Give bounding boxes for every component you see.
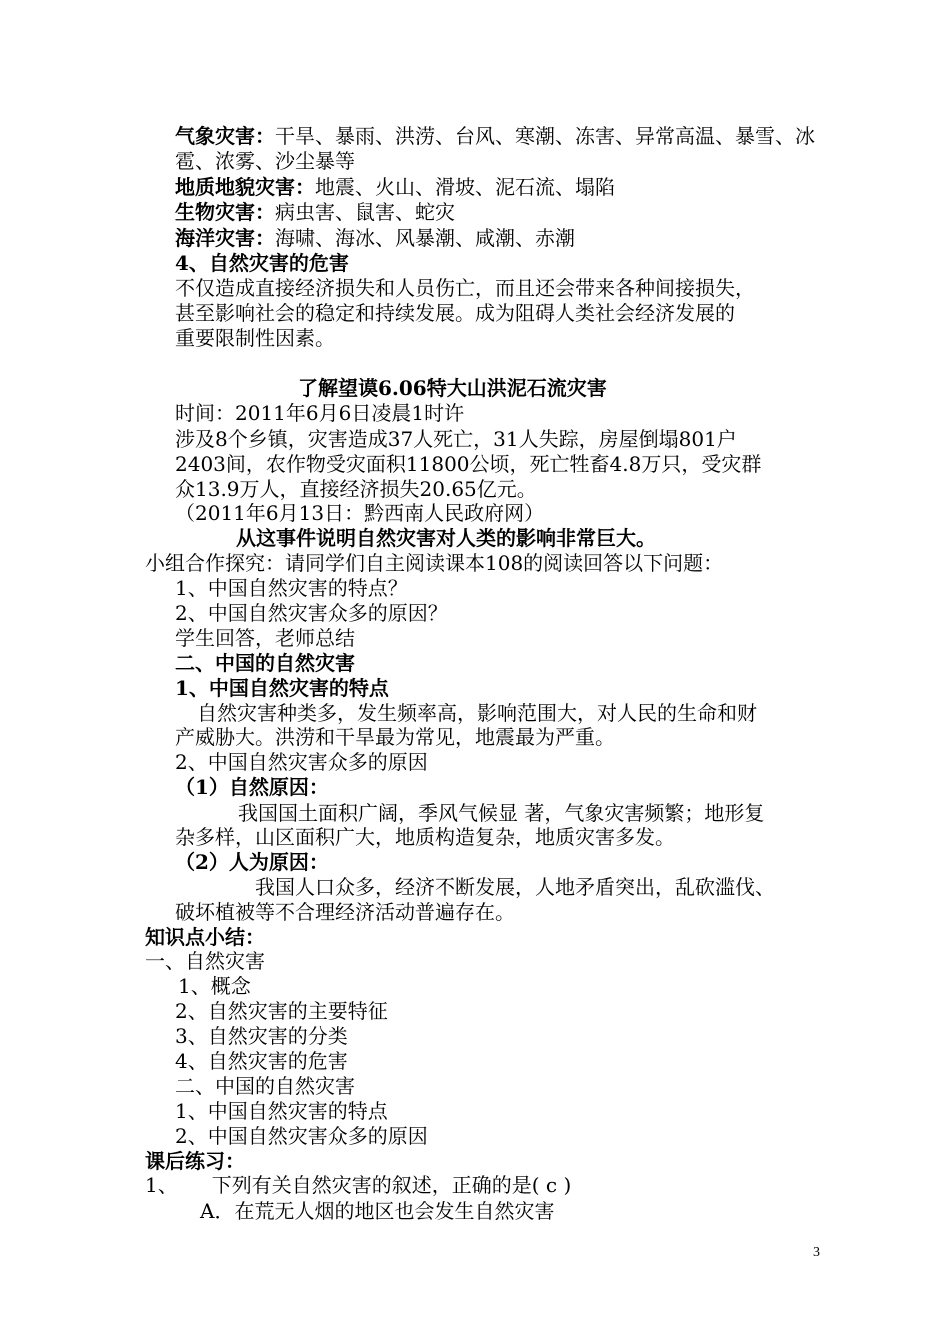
bio-disaster-text: 病虫害、鼠害、蛇灾 [275,200,455,224]
summary-item: 1、中国自然灾害的特点 [175,1099,388,1123]
weather-disaster-line-2: 雹、浓雾、沙尘暴等 [175,149,355,173]
event-source: （2011年6月13日：黔西南人民政府网） [175,501,545,525]
exercise-question-text: 下列有关自然灾害的叙述，正确的是( c ) [211,1173,572,1197]
ocean-disaster-line [175,225,575,251]
paragraph-line: 不仅造成直接经济损失和人员伤亡，而且还会带来各种间接损失， [175,276,755,300]
paragraph-line: 破坏植被等不合理经济活动普遍存在。 [175,900,515,924]
weather-disaster-text: 干旱、暴雨、洪涝、台风、寒潮、冻害、异常高温、暴雪、冰 [275,124,815,148]
exercise-number: 1、 [145,1173,178,1197]
exercise-option-a: A．在荒无人烟的地区也会发生自然灾害 [200,1199,555,1223]
section-heading-harm: 4、自然灾害的危害 [175,251,349,275]
subsection-heading-causes: 2、中国自然灾害众多的原因 [175,750,428,774]
answer-note: 学生回答，老师总结 [175,626,355,650]
ocean-disaster-text: 海啸、海冰、风暴潮、咸潮、赤潮 [275,226,575,250]
event-conclusion: 从这事件说明自然灾害对人类的影响非常巨大。 [236,526,656,550]
summary-heading: 知识点小结： [145,925,265,949]
group-activity-prompt: 小组合作探究：请同学们自主阅读课本108的阅读回答以下问题： [145,551,724,575]
event-detail-line: 众13.9万人，直接经济损失20.65亿元。 [175,477,537,501]
geo-disaster-label: 地质地貌灾害： [175,175,315,199]
bio-disaster-label: 生物灾害： [175,200,275,224]
exercise-heading: 课后练习： [145,1149,245,1173]
summary-item: 一、自然灾害 [145,949,265,973]
paragraph-line: 重要限制性因素。 [175,326,335,350]
ocean-disaster-label: 海洋灾害： [175,226,275,250]
natural-causes-heading: （1）自然原因： [175,775,329,799]
paragraph-line: 我国国土面积广阔，季风气候显 著，气象灾害频繁；地形复 [238,801,765,825]
paragraph-line: 甚至影响社会的稳定和持续发展。成为阻碍人类社会经济发展的 [175,301,735,325]
paragraph-line: 我国人口众多，经济不断发展，人地矛盾突出，乱砍滥伐、 [255,875,775,899]
summary-item: 4、自然灾害的危害 [175,1049,348,1073]
weather-disaster-line [175,123,815,149]
human-causes-heading: （2）人为原因： [175,850,329,874]
section-heading-china: 二、中国的自然灾害 [175,651,355,675]
event-title: 了解望谟6.06特大山洪泥石流灾害 [298,376,607,400]
geo-disaster-text: 地震、火山、滑坡、泥石流、塌陷 [315,175,615,199]
page-number: 3 [813,1245,820,1260]
summary-item: 3、自然灾害的分类 [175,1024,348,1048]
paragraph-line: 产威胁大。洪涝和干旱最为常见，地震最为严重。 [175,725,615,749]
exercise-question [145,1172,571,1198]
summary-item: 2、中国自然灾害众多的原因 [175,1124,428,1148]
summary-item: 1、概念 [178,974,251,998]
geo-disaster-line [175,174,615,200]
summary-item: 二、中国的自然灾害 [175,1074,355,1098]
question-item: 2、中国自然灾害众多的原因？ [175,601,448,625]
paragraph-line: 杂多样，山区面积广大，地质构造复杂，地质灾害多发。 [175,825,675,849]
paragraph-line: 自然灾害种类多，发生频率高，影响范围大，对人民的生命和财 [197,701,757,725]
summary-item: 2、自然灾害的主要特征 [175,999,388,1023]
event-detail-line: 2403间，农作物受灾面积11800公顷，死亡牲畜4.8万只，受灾群 [175,452,762,476]
event-time: 时间：2011年6月6日凌晨1时许 [175,401,465,425]
subsection-heading-features: 1、中国自然灾害的特点 [175,676,389,700]
bio-disaster-line [175,199,455,225]
event-detail-line: 涉及8个乡镇，灾害造成37人死亡，31人失踪，房屋倒塌801户 [175,427,737,451]
weather-disaster-label: 气象灾害： [175,124,275,148]
question-item: 1、中国自然灾害的特点？ [175,576,408,600]
